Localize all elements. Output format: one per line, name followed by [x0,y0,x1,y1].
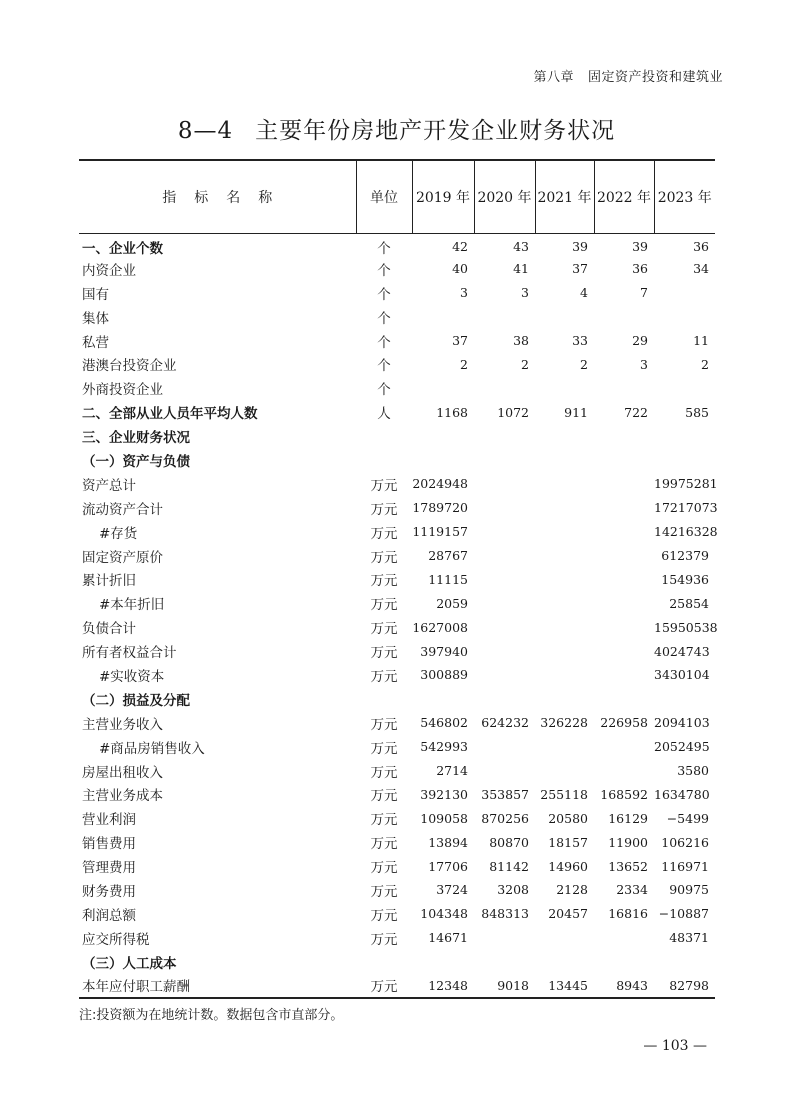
cell-value [412,950,474,974]
cell-value [474,424,535,448]
cell-value: 2024948 [412,476,468,492]
row-unit: 万元 [370,645,398,662]
cell-value: 326228 [540,715,588,731]
cell-value [535,950,594,974]
table-row [79,448,715,472]
cell-value: 9018 [474,974,535,998]
cell-value: 2714 [436,763,468,779]
row-label: 资产总计 [82,477,136,494]
cell-value: 624232 [481,715,529,731]
row-label: 国有 [82,286,109,303]
table-row [79,759,715,783]
row-unit: 万元 [370,812,398,829]
cell-value: 29 [632,333,648,348]
table-row [79,902,715,926]
cell-value: 3 [640,356,648,372]
financial-table [79,159,718,999]
cell-value [535,759,594,783]
row-unit: 万元 [370,883,398,900]
column-header-2022: 2022 年 [594,160,654,233]
cell-value: 37 [452,333,468,348]
cell-value: 13894 [428,834,468,850]
cell-value: 15950538 [654,619,718,635]
cell-value [535,639,594,663]
cell-value [594,424,654,448]
cell-value: 1789720 [412,500,468,516]
table-row [79,591,715,615]
cell-value: 4024743 [654,643,710,659]
row-label: 集体 [82,310,109,327]
cell-value [474,376,535,400]
row-unit: 万元 [370,788,398,805]
cell-value: 81142 [489,858,529,874]
row-label: 房屋出租收入 [82,764,163,781]
cell-value [474,615,535,639]
table-row [79,974,715,998]
cell-value: 33 [572,333,588,348]
cell-value: 1634780 [654,786,710,802]
row-label: 流动资产合计 [82,501,163,518]
cell-value: 20457 [548,906,588,922]
cell-value [412,424,474,448]
row-unit: 万元 [370,716,398,733]
cell-value [412,687,474,711]
cell-value: 14216328 [654,524,718,540]
cell-value [474,735,535,759]
table-row [79,520,715,544]
cell-value: 2 [460,356,468,372]
cell-value: 3 [521,285,529,301]
row-unit: 万元 [370,549,398,566]
cell-value [654,281,715,305]
cell-value [412,376,474,400]
cell-value [654,424,715,448]
table-header-row [79,160,715,233]
cell-value: 20580 [548,810,588,826]
row-unit: 万元 [370,836,398,853]
cell-value: 80870 [489,834,529,850]
cell-value: 848313 [481,906,529,922]
cell-value: 14960 [548,858,588,874]
page-number: — 103 — [643,1038,707,1054]
table-row [79,352,715,376]
cell-value: 34 [693,261,709,277]
table-row [79,782,715,806]
row-unit: 个 [377,262,391,279]
cell-value: 90975 [669,882,709,898]
table-row [79,687,715,711]
cell-value: 36 [693,239,709,255]
cell-value: 3208 [497,882,529,898]
row-unit: 万元 [370,621,398,638]
row-unit: 个 [377,334,391,351]
cell-value: 109058 [420,810,468,826]
row-label: 二、全部从业人员年平均人数 [82,406,258,423]
cell-value [474,759,535,783]
table-row [79,496,715,520]
cell-value [412,448,474,472]
cell-value: 19975281 [654,476,718,492]
cell-value [535,663,594,687]
row-label: 主营业务成本 [82,788,163,805]
cell-value [594,376,654,400]
cell-value [535,544,594,568]
cell-value [594,950,654,974]
row-label: 负债合计 [82,621,136,638]
row-label: 港澳台投资企业 [82,358,177,375]
row-label: 主营业务收入 [82,716,163,733]
row-label: （三）人工成本 [82,955,177,972]
cell-value: 2052495 [654,739,710,755]
row-unit: 万元 [370,597,398,614]
cell-value [594,567,654,591]
row-unit: 万元 [370,764,398,781]
row-unit: 万元 [370,573,398,590]
cell-value [654,305,715,329]
column-header-indicator: 指标名称 [79,160,356,233]
cell-value [535,591,594,615]
cell-value: 612379 [661,548,709,564]
row-label: 内资企业 [82,262,136,279]
cell-value [535,687,594,711]
cell-value: 82798 [654,974,715,998]
column-header-2023: 2023 年 [654,160,715,233]
footnote: 注:投资额为在地统计数。数据包含市直部分。 [79,1008,344,1023]
cell-value [535,520,594,544]
row-unit: 万元 [370,931,398,948]
row-unit: 万元 [370,477,398,494]
cell-value [654,376,715,400]
chapter-section: 固定资产投资和建筑业 [587,70,723,85]
row-unit [356,448,412,472]
cell-value [594,615,654,639]
cell-value [654,448,715,472]
cell-value: 542993 [420,739,468,755]
row-label: 本年应付职工薪酬 [79,974,356,998]
row-label: 固定资产原价 [82,549,163,566]
column-header-2021: 2021 年 [535,160,594,233]
cell-value [535,567,594,591]
row-label: #本年折旧 [99,597,165,614]
column-header-2020: 2020 年 [474,160,535,233]
cell-value: 397940 [420,643,468,659]
row-label: 营业利润 [82,812,136,829]
table-row [79,663,715,687]
cell-value: 870256 [481,810,529,826]
cell-value: 722 [624,404,648,420]
running-header [533,66,723,85]
cell-value [594,448,654,472]
table-title: 主要年份房地产开发企业财务状况 [255,118,616,144]
row-label: 利润总额 [82,907,136,924]
table-row [79,950,715,974]
row-unit: 万元 [370,525,398,542]
cell-value: 353857 [481,786,529,802]
cell-value: 41 [513,261,529,277]
cell-value: 3430104 [654,667,710,683]
cell-value [594,591,654,615]
table-row [79,711,715,735]
cell-value: 4 [580,285,588,301]
table-row [79,472,715,496]
cell-value: 104348 [420,906,468,922]
row-label: #存货 [99,525,138,542]
cell-value: 42 [452,239,468,255]
row-unit: 人 [377,406,391,423]
cell-value: 1119157 [412,524,468,540]
row-label: 管理费用 [82,860,136,877]
row-unit: 万元 [370,501,398,518]
row-label: （二）损益及分配 [82,692,190,709]
cell-value [594,305,654,329]
row-label: 财务费用 [82,883,136,900]
row-unit: 个 [377,310,391,327]
cell-value [594,663,654,687]
row-unit: 万元 [356,974,412,998]
cell-value: 168592 [600,786,648,802]
row-unit: 个 [377,358,391,375]
cell-value [474,639,535,663]
cell-value [535,926,594,950]
cell-value: 39 [572,239,588,255]
cell-value [594,735,654,759]
row-label: 应交所得税 [82,931,150,948]
table-row [79,424,715,448]
table-row [79,926,715,950]
cell-value: 25854 [669,595,709,611]
row-unit: 万元 [370,907,398,924]
row-label: 累计折旧 [82,573,136,590]
row-label: 所有者权益合计 [82,645,177,662]
cell-value: 2128 [556,882,588,898]
cell-value: 13445 [535,974,594,998]
cell-value: 1627008 [412,619,468,635]
table-row [79,878,715,902]
cell-value: 2 [701,356,709,372]
cell-value: 11115 [428,571,468,587]
cell-value [594,759,654,783]
table-row [79,376,715,400]
row-label: 销售费用 [82,836,136,853]
cell-value: 17706 [428,858,468,874]
table-row [79,233,715,257]
cell-value: 16816 [608,906,648,922]
row-label: 一、企业个数 [82,240,163,257]
table-row [79,329,715,353]
cell-value [474,591,535,615]
cell-value: 3724 [436,882,468,898]
row-unit [356,950,412,974]
cell-value: 16129 [608,810,648,826]
cell-value: 255118 [540,786,588,802]
cell-value [535,305,594,329]
cell-value [654,687,715,711]
cell-value: 585 [685,404,709,420]
cell-value: 48371 [669,930,709,946]
cell-value [535,735,594,759]
cell-value: 226958 [600,715,648,731]
cell-value: 11900 [608,834,648,850]
cell-value: 392130 [420,786,468,802]
table-row [79,735,715,759]
cell-value [412,305,474,329]
table-row [79,615,715,639]
row-label: 私营 [82,334,109,351]
cell-value: 39 [632,239,648,255]
cell-value: 11 [693,333,709,348]
table-body [79,233,718,998]
table-row [79,806,715,830]
cell-value [654,950,715,974]
cell-value: 2 [580,356,588,372]
cell-value [535,424,594,448]
cell-value: 36 [632,261,648,277]
cell-value: 40 [452,261,468,277]
cell-value: 2094103 [654,715,710,731]
cell-value: 546802 [420,715,468,731]
chapter-label: 第八章 [533,70,574,85]
cell-value: −5499 [666,810,709,826]
cell-value: 106216 [661,834,709,850]
row-unit: 个 [377,286,391,303]
cell-value: 18157 [548,834,588,850]
column-header-unit: 单位 [356,160,412,233]
row-unit: 万元 [370,860,398,877]
cell-value: −10887 [658,906,709,922]
column-header-2019: 2019 年 [412,160,474,233]
cell-value [474,520,535,544]
cell-value: 116971 [661,858,709,874]
row-unit: 万元 [370,740,398,757]
cell-value: 14671 [428,930,468,946]
cell-value: 43 [513,239,529,255]
cell-value: 154936 [661,571,709,587]
cell-value [594,926,654,950]
row-unit: 个 [377,382,391,399]
cell-value [474,544,535,568]
row-unit: 个 [377,240,391,257]
cell-value: 1168 [436,404,468,420]
cell-value [594,520,654,544]
cell-value: 1072 [497,404,529,420]
cell-value: 8943 [594,974,654,998]
table-number: 8—4 [177,118,234,144]
cell-value: 2 [521,356,529,372]
cell-value [474,687,535,711]
cell-value [594,687,654,711]
cell-value: 2059 [436,595,468,611]
cell-value [474,472,535,496]
row-label: 外商投资企业 [82,382,163,399]
cell-value [535,448,594,472]
cell-value: 300889 [420,667,468,683]
cell-value [594,639,654,663]
cell-value: 2334 [616,882,648,898]
row-label: #商品房销售收入 [99,740,205,757]
table-row [79,639,715,663]
cell-value: 12348 [412,974,474,998]
table-row [79,567,715,591]
cell-value: 13652 [608,858,648,874]
page-title [0,112,793,145]
cell-value [474,950,535,974]
cell-value: 911 [564,404,588,420]
cell-value [474,926,535,950]
cell-value: 38 [513,333,529,348]
cell-value [474,663,535,687]
cell-value: 3580 [677,763,709,779]
row-unit: 万元 [370,668,398,685]
cell-value: 17217073 [654,500,718,516]
table-row [79,544,715,568]
table-row [79,854,715,878]
cell-value: 28767 [428,548,468,564]
row-unit [356,687,412,711]
cell-value [474,567,535,591]
cell-value [594,472,654,496]
row-label: （一）资产与负债 [82,453,190,470]
cell-value [594,496,654,520]
cell-value: 7 [640,285,648,301]
cell-value [535,472,594,496]
table-row [79,305,715,329]
cell-value [474,305,535,329]
cell-value [594,544,654,568]
cell-value [474,448,535,472]
cell-value: 37 [572,261,588,277]
row-unit [356,424,412,448]
row-label: 三、企业财务状况 [82,430,190,447]
table-row [79,257,715,281]
cell-value: 3 [460,285,468,301]
cell-value [535,376,594,400]
cell-value [535,496,594,520]
table-row [79,281,715,305]
row-label: #实收资本 [99,668,165,685]
cell-value [474,496,535,520]
table-row [79,830,715,854]
table-row [79,400,715,424]
cell-value [535,615,594,639]
